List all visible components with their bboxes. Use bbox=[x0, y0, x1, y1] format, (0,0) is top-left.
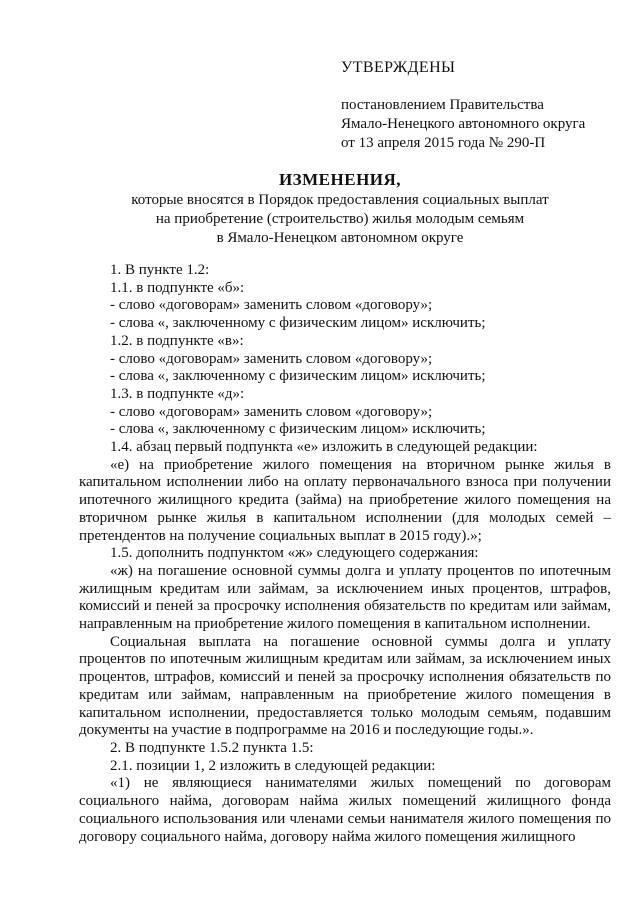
paragraph: - слово «договорам» заменить словом «договору»; bbox=[110, 350, 433, 367]
paragraph: «е) на приобретение жилого помещения на вторичном рынке жилья в капитальном исполнении либо на оплату первоначального взноса при получении ипотечного жилищного кредита (займа) на приобретение жилого помещения на вторичном рынке жилья в капитальном исполнении (для молодых семей – претендентов на получение социальных выплат в 2015 году).»; bbox=[79, 456, 611, 544]
paragraph: 1.3. в подпункте «д»: bbox=[110, 385, 245, 402]
approved-label: УТВЕРЖДЕНЫ bbox=[341, 59, 456, 76]
paragraph: 2.1. позиции 1, 2 изложить в следующей редакции: bbox=[110, 757, 436, 774]
title-line-1: которые вносятся в Порядок предоставления социальных выплат bbox=[131, 192, 549, 208]
paragraph: Социальная выплата на погашение основной суммы долга и уплату процентов по ипотечным жилищным кредитам или займам, за исключением иных процентов, штрафов, комиссий и пеней за просрочку исполнения обязательств по кредитам или займам, направленным на приобретение жилого помещения в капитальном исполнении, предоставляется только молодым семьям, подавшим документы на участие в подпрограмме на 2016 и последующие годы.». bbox=[79, 633, 611, 739]
paragraph: 1.4. абзац первый подпункта «е» изложить в следующей редакции: bbox=[110, 439, 538, 456]
paragraph: - слова «, заключенному с физическим лицом» исключить; bbox=[110, 368, 486, 385]
approval-line-1: постановлением Правительства bbox=[341, 97, 544, 113]
title-line-2: на приобретение (строительство) жилья молодым семьям bbox=[155, 211, 525, 227]
paragraph: - слово «договорам» заменить словом «договору»; bbox=[110, 297, 433, 314]
paragraph: - слово «договорам» заменить словом «договору»; bbox=[110, 403, 433, 420]
paragraph: 1. В пункте 1.2: bbox=[110, 262, 210, 278]
paragraph: - слова «, заключенному с физическим лицом» исключить; bbox=[110, 421, 486, 438]
paragraph: «1) не являющиеся нанимателями жилых помещений по договорам социального найма, договорам найма жилых помещений жилищного фонда социального использования или членами семьи нанимателя жилого помещения по договору социального найма, договору найма жилого помещения жилищного bbox=[79, 775, 611, 845]
approval-line-3: от 13 апреля 2015 года № 290-П bbox=[341, 135, 546, 151]
document-body bbox=[79, 262, 611, 846]
paragraph: 1.1. в подпункте «б»: bbox=[110, 279, 245, 296]
approval-line-2: Ямало-Ненецкого автономного округа bbox=[341, 116, 586, 132]
paragraph: - слова «, заключенному с физическим лицом» исключить; bbox=[110, 315, 486, 332]
title-heading: ИЗМЕНЕНИЯ, bbox=[278, 170, 402, 189]
title-line-3: в Ямало-Ненецком автономном округе bbox=[216, 230, 464, 246]
document-title bbox=[70, 170, 610, 248]
paragraph: 1.2. в подпункте «в»: bbox=[110, 332, 244, 349]
approval-stamp bbox=[341, 58, 585, 153]
paragraph: 2. В подпункте 1.5.2 пункта 1.5: bbox=[110, 739, 314, 756]
paragraph: 1.5. дополнить подпунктом «ж» следующего содержания: bbox=[110, 545, 479, 562]
paragraph: «ж) на погашение основной суммы долга и уплату процентов по ипотечным жилищным кредитам или займам, за исключением иных процентов, штрафов, комиссий и пеней за просрочку исполнения обязательств по кредитам или займам, направленным на приобретение жилого помещения в капитальном исполнении. bbox=[79, 562, 611, 633]
